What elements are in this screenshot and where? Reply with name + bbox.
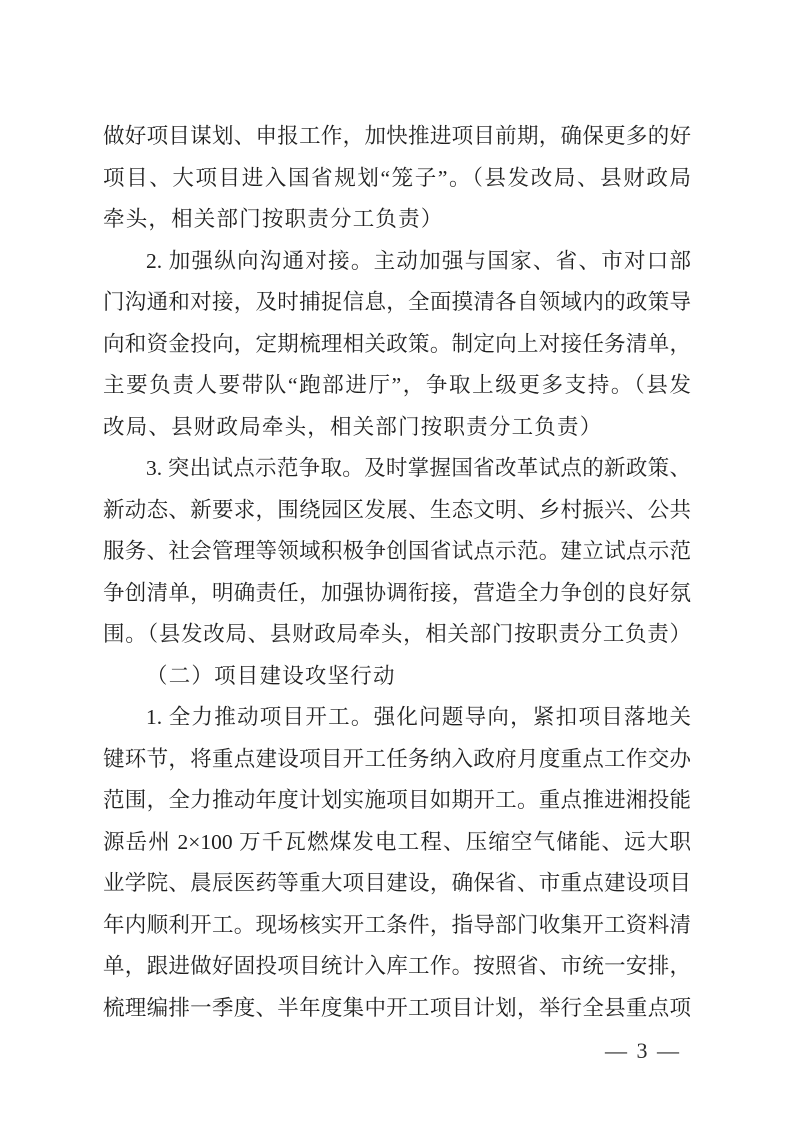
text-line: 围。（县发改局、县财政局牵头，相关部门按职责分工负责）: [103, 622, 691, 646]
text-line: 梳理编排一季度、半年度集中开工项目计划，举行全县重点项: [103, 995, 691, 1020]
text-line: 单，跟进做好固投项目统计入库工作。按照省、市统一安排，: [103, 954, 691, 978]
text-line: 争创清单，明确责任，加强协调衔接，营造全力争创的良好氛: [103, 580, 691, 605]
page-number: — 3 —: [605, 1038, 681, 1063]
text-line: 范围，全力推动年度计划实施项目如期开工。重点推进湘投能: [103, 788, 691, 812]
text-line: 向和资金投向，定期梳理相关政策。制定向上对接任务清单，: [103, 331, 691, 356]
text-line: 业学院、晨辰医药等重大项目建设，确保省、市重点建设项目: [103, 871, 691, 895]
text-line: 新动态、新要求，围绕园区发展、生态文明、乡村振兴、公共: [103, 497, 691, 522]
list-item-2: 2. 加强纵向沟通对接。主动加强与国家、省、市对口部: [146, 248, 691, 273]
text-line: 项目、大项目进入国省规划“笼子”。（县发改局、县财政局: [103, 165, 691, 190]
text-line: 源岳州 2×100 万千瓦燃煤发电工程、压缩空气储能、远大职: [103, 829, 691, 854]
text-line: 牵头，相关部门按职责分工负责）: [103, 207, 444, 231]
text-line: 键环节，将重点建设项目开工任务纳入政府月度重点工作交办: [103, 746, 691, 771]
text-line: 主要负责人要带队“跑部进厅”，争取上级更多支持。（县发: [103, 373, 691, 397]
section-heading: （二）项目建设攻坚行动: [146, 663, 396, 688]
list-item-1: 1. 全力推动项目开工。强化问题导向，紧扣项目落地关: [146, 705, 691, 729]
text-line: 服务、社会管理等领域积极争创国省试点示范。建立试点示范: [103, 539, 691, 563]
text-line: 门沟通和对接，及时捕捉信息，全面摸清各自领域内的政策导: [103, 290, 691, 314]
text-line: 做好项目谋划、申报工作，加快推进项目前期，确保更多的好: [103, 124, 691, 148]
text-line: 改局、县财政局牵头，相关部门按职责分工负责）: [103, 414, 603, 439]
text-line: 年内顺利开工。现场核实开工条件，指导部门收集开工资料清: [103, 912, 691, 937]
document-body: [103, 116, 691, 1029]
list-item-3: 3. 突出试点示范争取。及时掌握国省改革试点的新政策、: [146, 456, 691, 480]
